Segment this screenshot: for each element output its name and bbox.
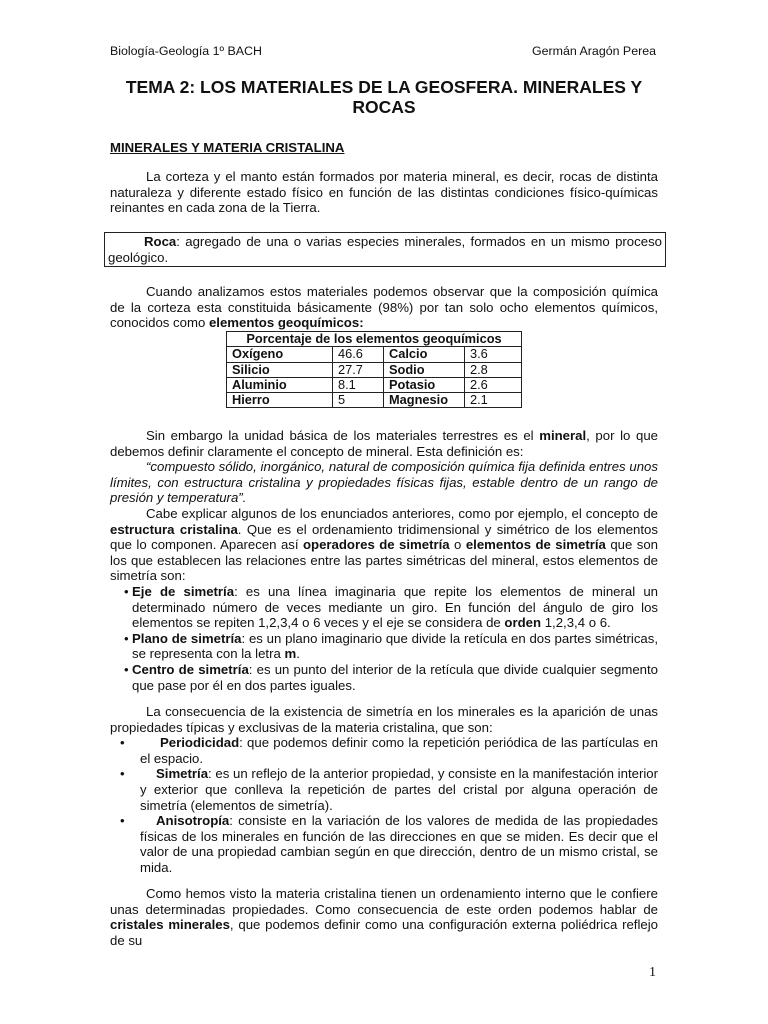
bullet-icon: • xyxy=(124,630,129,646)
header-author: Germán Aragón Perea xyxy=(532,44,656,58)
bullet-icon: • xyxy=(120,813,125,829)
elements-term: elementos de simetría xyxy=(465,537,606,553)
list-item xyxy=(110,735,658,766)
symmetry-bold: m xyxy=(284,646,297,662)
crystals-text-c: , que podemos definir como una configuración externa poliédrica reflejo de su xyxy=(110,917,658,948)
structure-text-a: Cabe explicar algunos de los enunciados anteriores, como por ejemplo, el concepto de xyxy=(146,505,658,521)
crystals-text-a: Como hemos visto la materia cristalina tienen un ordenamiento interno que le confiere unas determinadas propiedades. Como consecuencia de este orden podemos hablar de xyxy=(110,886,658,917)
symmetry-item xyxy=(132,631,658,662)
list-item xyxy=(110,766,658,813)
property-term: Periodicidad xyxy=(160,735,240,751)
symmetry-term: Plano de simetría xyxy=(132,630,242,646)
operators-term: operadores de simetría xyxy=(302,537,450,553)
definition-text xyxy=(108,234,662,265)
symmetry-text: : es una línea imaginaria que repite los elementos de mineral un determinado número de veces mediante un giro. En función del ángulo de giro los elementos se repiten 1,2,3,4 o 6 veces y el eje se considera de xyxy=(132,583,658,631)
element-value: 27.7 xyxy=(333,362,384,377)
paragraph-mineral xyxy=(110,428,658,693)
mineral-term: mineral xyxy=(539,428,587,443)
bullet-icon: • xyxy=(124,583,129,599)
element-name: Silicio xyxy=(227,362,333,377)
structure-text-c: . Que es el ordenamiento tridimensional y simétrico de los elementos que lo componen. Aparecen así xyxy=(110,521,658,553)
table-row xyxy=(227,377,522,392)
symmetry-text: : es un punto del interior de la retícula que divide cualquier segmento que pase por él en dos partes iguales. xyxy=(132,661,658,693)
paragraph-crystal-structure xyxy=(110,506,658,584)
property-item xyxy=(140,735,658,766)
paragraph-composition xyxy=(110,284,658,331)
element-value: 2.1 xyxy=(465,393,522,408)
list-item xyxy=(110,631,658,662)
mineral-text-a: Sin embargo la unidad básica de los materiales terrestres es el xyxy=(146,428,540,443)
table-row xyxy=(227,393,522,408)
definition-box xyxy=(104,232,666,267)
crystals-term: cristales minerales xyxy=(110,917,230,933)
list-item xyxy=(110,584,658,631)
table-row xyxy=(227,362,522,377)
symmetry-item xyxy=(132,662,658,693)
elements-table xyxy=(226,331,522,408)
symmetry-text-end: . xyxy=(296,646,300,662)
quote-text: “compuesto sólido, inorgánico, natural de composición química fija definida entres unos límites, con estructura cristalina y propiedades físicas fijas, estable dentro de un rango de presión y temperatura”. xyxy=(110,459,658,506)
property-term: Anisotropía xyxy=(156,813,230,829)
composition-bold: elementos geoquímicos: xyxy=(208,315,364,331)
mineral-text-c: , por lo que debemos definir claramente el concepto de mineral. Esta definición es: xyxy=(110,428,659,459)
element-value: 3.6 xyxy=(465,347,522,362)
symmetry-term: Centro de simetría xyxy=(132,661,249,677)
definition-term: Roca xyxy=(144,234,177,249)
element-name: Sodio xyxy=(384,362,465,377)
symmetry-text-end: 1,2,3,4 o 6. xyxy=(541,615,611,631)
composition-text: Cuando analizamos estos materiales podemos observar que la composición química de la corteza esta constituida básicamente (98%) por tan solo ocho elementos químicos, conocidos como xyxy=(110,284,658,331)
symmetry-term: Eje de simetría xyxy=(132,583,235,599)
table-caption: Porcentaje de los elementos geoquímicos xyxy=(227,332,522,347)
mineral-intro xyxy=(110,428,658,459)
element-value: 2.6 xyxy=(465,377,522,392)
section-heading: MINERALES Y MATERIA CRISTALINA xyxy=(110,140,345,155)
element-name: Aluminio xyxy=(227,377,333,392)
property-text: : es un reflejo de la anterior propiedad, y consiste en la manifestación interior y exterior que conlleva la repetición de partes del cristal por alguna operación de simetría (elementos de simetría). xyxy=(140,766,658,813)
property-item xyxy=(140,766,658,813)
paragraph-crystals xyxy=(110,886,658,948)
element-name: Calcio xyxy=(384,347,465,362)
element-value: 8.1 xyxy=(333,377,384,392)
element-value: 5 xyxy=(333,393,384,408)
list-item xyxy=(110,813,658,875)
element-value: 46.6 xyxy=(333,347,384,362)
property-term: Simetría xyxy=(156,766,209,782)
element-name: Oxígeno xyxy=(227,347,333,362)
structure-text-g: que son los que establecen las relaciones entre las partes simétricas del mineral, estos elementos de simetría son: xyxy=(110,537,659,584)
header-course: Biología-Geología 1º BACH xyxy=(110,44,262,58)
bullet-icon: • xyxy=(124,661,129,677)
property-text: : consiste en la variación de los valores de medida de las propiedades físicas de los minerales en función de las direcciones en que se miden. Es decir que el valor de una propiedad cambian según en que dirección, dentro de un mismo cristal, se mida. xyxy=(140,813,658,875)
properties-intro: La consecuencia de la existencia de simetría en los minerales es la aparición de unas propiedades típicas y exclusivas de la materia cristalina, que son: xyxy=(110,704,658,735)
bullet-icon: • xyxy=(120,766,125,782)
table-row xyxy=(227,347,522,362)
mineral-definition-quote xyxy=(110,459,658,506)
property-text: : que podemos definir como la repetición periódica de las partículas en el espacio. xyxy=(140,735,658,766)
symmetry-item xyxy=(132,584,658,631)
bullet-icon: • xyxy=(120,735,125,751)
definition-body: : agregado de una o varias especies minerales, formados en un mismo proceso geológico. xyxy=(108,234,662,265)
element-name: Magnesio xyxy=(384,393,465,408)
property-item xyxy=(140,813,658,875)
structure-text-e: o xyxy=(449,537,466,553)
page-title: TEMA 2: LOS MATERIALES DE LA GEOSFERA. MINERALES Y ROCAS xyxy=(125,77,643,117)
structure-term: estructura cristalina xyxy=(110,521,238,537)
element-value: 2.8 xyxy=(465,362,522,377)
symmetry-text: : es un plano imaginario que divide la retícula en dos partes simétricas, se representa con la letra xyxy=(132,630,659,662)
element-name: Hierro xyxy=(227,393,333,408)
element-name: Potasio xyxy=(384,377,465,392)
paragraph-intro: La corteza y el manto están formados por materia mineral, es decir, rocas de distinta naturaleza y diferente estado físico en función de las distintas condiciones físico-químicas reinantes en cada zona de la Tierra. xyxy=(110,169,658,216)
page-number: 1 xyxy=(649,965,656,980)
paragraph-properties xyxy=(110,704,658,876)
symmetry-bold: orden xyxy=(504,615,542,631)
list-item xyxy=(110,662,658,693)
